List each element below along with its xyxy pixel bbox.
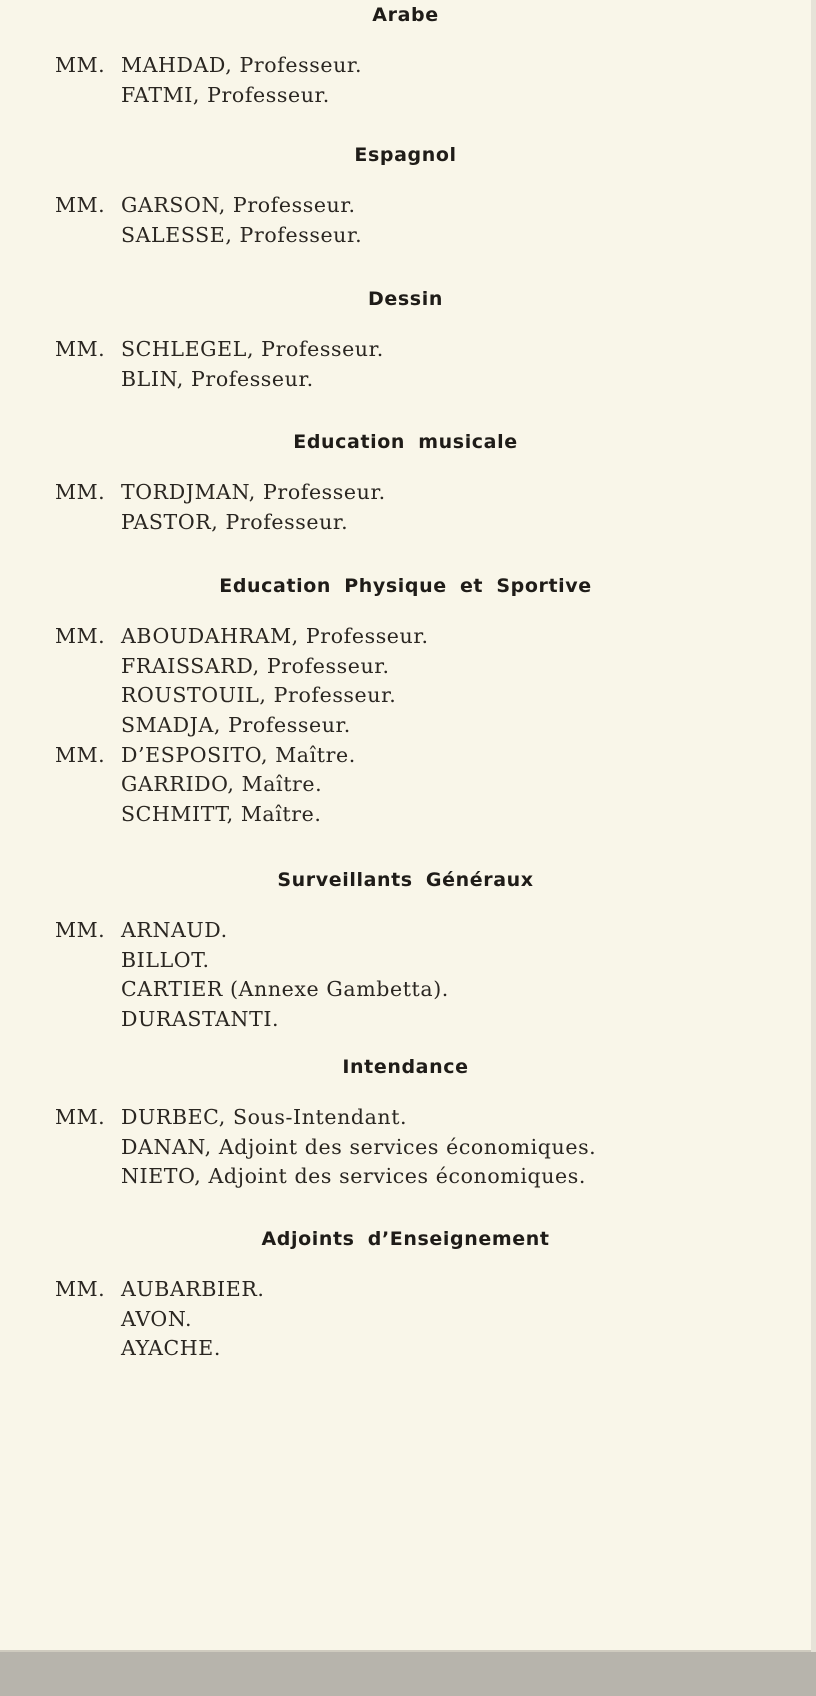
staff-entry xyxy=(0,1103,811,1133)
staff-name-role: GARRIDO, Maître. xyxy=(121,772,323,797)
honorific-prefix: MM. xyxy=(55,1105,106,1129)
staff-name-role: SMADJA, Professeur. xyxy=(121,713,351,738)
staff-entry xyxy=(0,1334,811,1364)
section-heading: Arabe xyxy=(372,4,439,26)
staff-name-role: DANAN, Adjoint des services économiques. xyxy=(121,1134,597,1159)
staff-entry xyxy=(0,1275,811,1305)
staff-name-role: MAHDAD, Professeur. xyxy=(121,53,363,77)
section-heading: Espagnol xyxy=(354,144,457,166)
staff-name-role: SCHLEGEL, Professeur. xyxy=(121,337,384,361)
staff-name-role: PASTOR, Professeur. xyxy=(121,509,349,534)
staff-entry xyxy=(0,365,811,395)
staff-entry xyxy=(0,622,811,652)
staff-entry xyxy=(0,81,811,111)
staff-entry xyxy=(0,508,811,538)
staff-name-role: AUBARBIER. xyxy=(121,1277,265,1301)
staff-name-role: ABOUDAHRAM, Professeur. xyxy=(121,624,429,648)
staff-entry xyxy=(0,1305,811,1335)
staff-entry xyxy=(0,191,811,221)
section-heading: Adjoints d’Enseignement xyxy=(261,1228,550,1250)
staff-entry xyxy=(0,221,811,251)
staff-entry xyxy=(0,975,811,1005)
staff-list xyxy=(0,622,811,830)
honorific-prefix: MM. xyxy=(55,742,106,767)
staff-name-role: CARTIER (Annexe Gambetta). xyxy=(121,977,449,1002)
staff-entry xyxy=(0,478,811,508)
staff-entry xyxy=(0,1162,811,1192)
staff-name-role: FATMI, Professeur. xyxy=(121,82,330,107)
staff-entry xyxy=(0,916,811,946)
staff-list xyxy=(0,1103,811,1192)
staff-name-role: GARSON, Professeur. xyxy=(121,193,356,217)
staff-entry xyxy=(0,681,811,711)
scan-background xyxy=(0,1652,816,1696)
staff-list xyxy=(0,916,811,1035)
staff-entry xyxy=(0,770,811,800)
staff-entry xyxy=(0,711,811,741)
staff-entry xyxy=(0,335,811,365)
section-heading: Surveillants Généraux xyxy=(277,869,534,891)
staff-entry xyxy=(0,1005,811,1035)
staff-name-role: TORDJMAN, Professeur. xyxy=(121,480,386,504)
staff-name-role: SALESSE, Professeur. xyxy=(121,222,363,247)
section-heading: Intendance xyxy=(342,1056,469,1078)
staff-name-role: DURASTANTI. xyxy=(121,1007,280,1032)
staff-name-role: AVON. xyxy=(121,1306,193,1331)
staff-name-role: FRAISSARD, Professeur. xyxy=(121,653,390,678)
honorific-prefix: MM. xyxy=(55,337,106,361)
section-heading: Education Physique et Sportive xyxy=(219,575,592,597)
staff-entry xyxy=(0,800,811,830)
staff-entry xyxy=(0,741,811,771)
staff-name-role: NIETO, Adjoint des services économiques. xyxy=(121,1164,586,1189)
staff-list xyxy=(0,191,811,250)
honorific-prefix: MM. xyxy=(55,193,106,217)
honorific-prefix: MM. xyxy=(55,1277,106,1301)
staff-entry xyxy=(0,1133,811,1163)
staff-entry xyxy=(0,51,811,81)
staff-name-role: D’ESPOSITO, Maître. xyxy=(121,742,356,767)
staff-entry xyxy=(0,946,811,976)
staff-name-role: BILLOT. xyxy=(121,947,210,972)
staff-name-role: BLIN, Professeur. xyxy=(121,366,314,391)
staff-list xyxy=(0,335,811,394)
section-heading: Education musicale xyxy=(293,431,518,453)
staff-entry xyxy=(0,652,811,682)
staff-name-role: AYACHE. xyxy=(121,1336,221,1361)
honorific-prefix: MM. xyxy=(55,53,106,77)
honorific-prefix: MM. xyxy=(55,624,106,648)
page-edge xyxy=(811,0,816,1652)
staff-name-role: SCHMITT, Maître. xyxy=(121,802,322,827)
staff-name-role: ARNAUD. xyxy=(121,918,228,942)
staff-list xyxy=(0,51,811,110)
staff-list xyxy=(0,1275,811,1364)
honorific-prefix: MM. xyxy=(55,480,106,504)
staff-list xyxy=(0,478,811,537)
honorific-prefix: MM. xyxy=(55,918,106,942)
section-heading: Dessin xyxy=(368,288,443,310)
staff-name-role: DURBEC, Sous-Intendant. xyxy=(121,1105,408,1129)
staff-name-role: ROUSTOUIL, Professeur. xyxy=(121,683,397,708)
